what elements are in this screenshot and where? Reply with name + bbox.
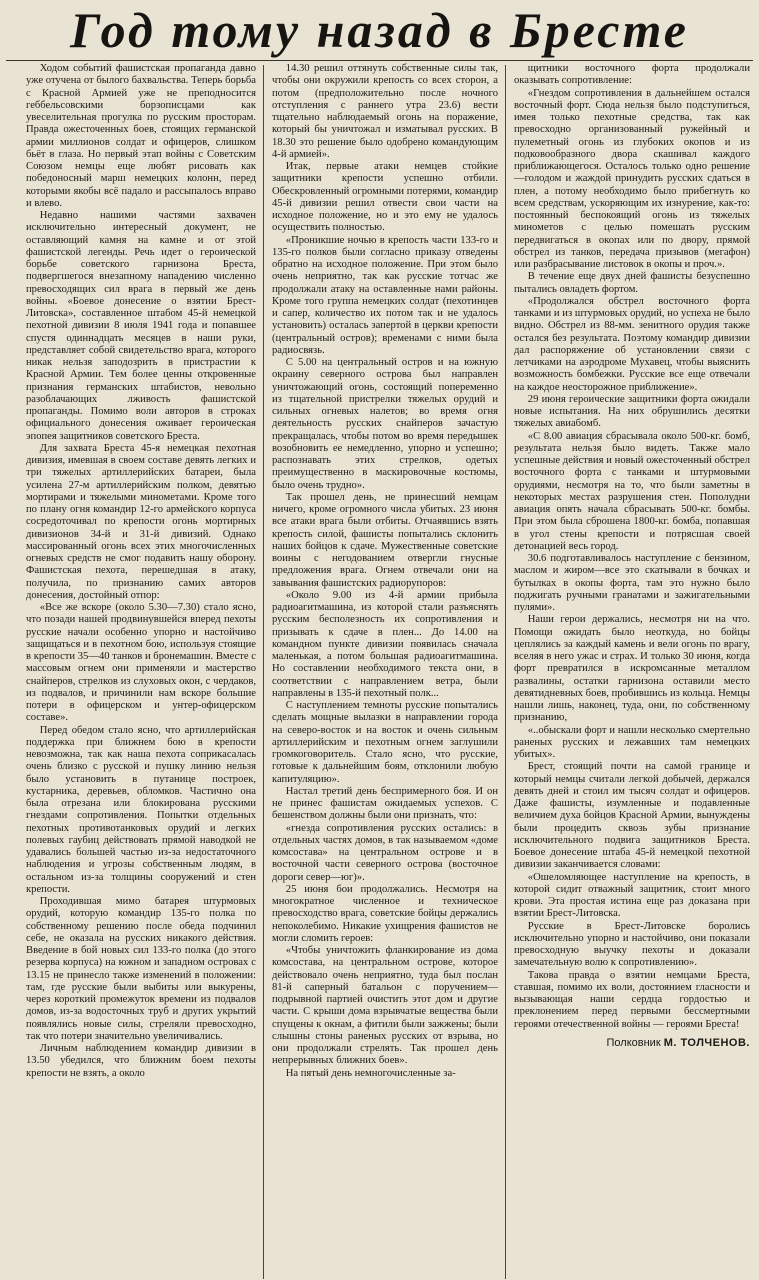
article-paragraph: «Ошеломляющее наступление на крепость, в которой сидит отважный защитник, стоит много крови. Эта простая истина еще раз доказана при взятии Брест-Литовска.	[514, 871, 750, 920]
article-paragraph: В течение еще двух дней фашисты безуспешно пытались овладеть фортом.	[514, 271, 750, 295]
article-paragraph: Брест, стоящий почти на самой границе и который немцы считали легкой добычей, держался девять дней и стоил им тысяч солдат и офицеров. Даже фашисты, изумленные и подавленные величием духа бойцов Красной Армии, вынуждены были процедить сквозь зубы признание исключительного подвига защитников Бреста. Боевое донесение штаба 45-й немецкой пехотной дивизии заканчивается словами:	[514, 761, 750, 871]
article-paragraph: «..обыскали форт и нашли несколько смертельно раненых русских и лежавших там немецких убитых».	[514, 724, 750, 760]
article-paragraph: На пятый день немногочисленные за-	[285, 1067, 456, 1079]
article-column-3-body	[514, 63, 750, 1031]
article-paragraph: Такова правда о взятии немцами Бреста, ставшая, помимо их воли, достоянием гласности и вызывающая наши сердца гордостью и преклонением перед первыми бессмертными героями отечественной войны — героями Бреста!	[514, 969, 750, 1030]
article-paragraph: «Около 9.00 из 4-й армии прибыла радиоагитмашина, из которой стали разъяснять русским бесполезность их сопротивления и призывать к сдаче в плен... До 14.00 на командном пункте дивизии появилась сначала маленькая, а потом большая радиоагитмашина. Но составлении необходимого текста они, в соответствии с направлением ветра, были направлены в 135-й пехотный полк...	[272, 589, 498, 699]
article-paragraph: Настал третий день беспримерного боя. И он не принес фашистам ожидаемых успехов. С бешенством должны были они признать, что:	[272, 785, 498, 822]
article-paragraph: Проходившая мимо батарея штурмовых орудий, которую командир 135-го полка по собственному решению после обеда подчинил себе, не оказала на русских никакого действия. Введение в бой новых сил 133-го полка (до этого резерва корпуса) на южном и западном островах с 13.15 не принесло также изменений в положении: там, где русские были выбиты или выкурены, через короткий промежуток времени из подвалов домов, из-за водосточных труб и других укрытий появлялись новые силы, стреляли превосходно, так что потери значительно увеличивались.	[26, 896, 256, 1042]
article-paragraph: 29 июня героические защитники форта ожидали новые испытания. На них обрушились десятки тяжелых авиабомб.	[514, 393, 750, 430]
article-headline: Год тому назад в Бресте	[6, 0, 753, 61]
article-paragraph: Так прошел день, не принесший немцам ничего, кроме огромного числа убитых. 23 июня все атаки врага были отбиты. Отчаявшись взять крепость силой, фашисты попытались склонить наших бойцов к сдаче. Мужественные советские воины с негодованием отвергли гнусные предложения врага. Огнем отвечали они на завывания фашистских радиорупоров:	[272, 491, 498, 589]
article-paragraph: Итак, первые атаки немцев стойкие защитники крепости успешно отбили. Обескровленный огромными потерями, командир 45-й дивизии решил отвести свои части на исходное положение, но и это ему не удалось осуществить полностью.	[272, 161, 498, 234]
article-paragraph: «гнезда сопротивления русских остались: в отдельных частях домов, в так называемом «доме комсостава» на центральном острове и в восточной части северного острова (восточное дороги север—юг)».	[272, 822, 498, 883]
author-rank: Полковник	[606, 1036, 661, 1049]
article-columns	[6, 63, 753, 1279]
article-paragraph: Ходом событий фашистская пропаганда давно уже отучена от былого бахвальства. Теперь борьба с Красной Армией уже не преподносится геббельсовскими борзописцами как увеселительная прогулка по русским просторам. Правда ожесточенных боев, стоящих германской армии миллионов солдат и офицеров, слишком бьёт в глаза. Но первый этап войны с Советским Союзом немцы еще любят рисовать как победоносный марш немецких колонн, перед которыми якобы всё падало и рассыпалось вправо и влево.	[26, 63, 256, 209]
article-paragraph: 25 июня бои продолжались. Несмотря на многократное численное и техническое превосходство врага, советские бойцы держались непоколебимо. Никакие ухищрения фашистов не могли сломить героев:	[272, 883, 498, 944]
article-column-1	[26, 63, 256, 1279]
author-name: М. ТОЛЧЕНОВ.	[663, 1036, 750, 1049]
article-paragraph: Недавно нашими частями захвачен исключительно интересный документ, не оставляющий камня на камне и от этой фашистской легенды. Речь идет о героической борьбе советского гарнизона Бреста, подвергшегося внезапному нападению численно превосходящих сил врага в первый же день войны. «Боевое донесение о взятии Брест-Литовска», составленное штабом 45-й немецкой пехотной дивизии 8 июля 1941 года и попавшее спустя одиннадцать месяцев в наши руки, представляет собой свидетельство врага, которого никак нельзя заподозрить в пристрастии к Красной Армии. Тем более ценны откровенные признания германских штабистов, невольно разоблачающих лживость фашистской пропаганды. Помимо воли авторов в строках официального донесения оживает героическая эпопея защитников советского Бреста.	[26, 210, 256, 442]
article-paragraph: «С 8.00 авиация сбрасывала около 500-кг. бомб, результата нельзя было видеть. Также мало успешные действия и новый ожесточенный обстрел восточного форта с танками и штурмовыми орудиями, несмотря на то, что были заметны в некоторых местах разрушения стен. Пополудни авиация опять начала сбрасывать 500-кг. бомбы. При этом была сброшена 1800-кг. бомба, попавшая в угол стены крепости и потрясшая своей детонацией весь город.	[514, 430, 750, 552]
column-divider	[505, 65, 506, 1279]
author-signature	[514, 1037, 750, 1049]
article-paragraph: 30.6 подготавливалось наступление с бензином, маслом и жиром—все это скатывали в бочках и бутылках в окопы форта, там это нужно было поджигать ручными гранатами и зажигательными пулями».	[514, 553, 750, 613]
article-paragraph: «Все же вскоре (около 5.30—7.30) стало ясно, что позади нашей продвинувшейся вперед пехоты русские начали особенно упорно и настойчиво защищаться и в пехотном бою, используя стоящие в крепости 35—40 танков и бронемашин. Вместе с массовым огнем они применяли и мастерство снайперов, стрелков из слуховых окон, с чердаков, из подвалов, и причинили нам вскоре большие потери в офицерском и унтер-офицерском составе».	[26, 602, 256, 724]
article-paragraph: Личным наблюдением командир дивизии в 13.50 убедился, что ближним боем пехоты крепости не взять, а около	[26, 1043, 256, 1079]
article-paragraph: 14.30 решил оттянуть собственные силы так, чтобы они окружили крепость со всех сторон, а потом (предположительно после ночного отступления с раннего утра 23.6) вести тщательно наблюдаемый огонь на поражение, который бы уничтожал и изматывал русских. В 18.30 это решение было одобрено командующим 4-й армией».	[272, 63, 498, 160]
article-paragraph: «Гнездом сопротивления в дальнейшем остался восточный форт. Сюда нельзя было подступиться, имея только пехотные средства, так как превосходно организованный ружейный и пулеметный огонь из глубоких окопов и из подковообразного двора скашивал каждого приближающегося. Осталось только одно решение—голодом и жаждой принудить русских сдаться в плен, а потому необходимо было прибегнуть ко всем средствам, ускоряющим их изнурение, как-то: постоянный беспокоящий огонь из тяжелых минометов с целью помешать русским передвигаться в окопах или по двору, прямой обстрел из танков, передача призывов (мегафон) или разбрасывание листовок в окопы и проч.».	[514, 87, 750, 270]
article-paragraph: С 5.00 на центральный остров и на южную окраину северного острова был направлен уничтожающий огонь, состоящий попеременно из тщательной пристрелки тяжелых орудий и сильных огневых налетов; во время огня деятельность русских снайперов зачастую прекращалась, чтобы потом во время передышек возобновить ее немедленно, упорно и успешно; распознавать этих стрелков, одетых преимущественно в маскировочные костюмы, было очень трудно».	[272, 357, 498, 491]
article-paragraph: Русские в Брест-Литовске боролись исключительно упорно и настойчиво, они показали превосходную выучку пехоты и доказали замечательную волю к сопротивлению».	[514, 920, 750, 969]
article-paragraph: «Продолжался обстрел восточного форта танками и из штурмовых орудий, но успеха не было видно. Обстрел из 88-мм. зенитного орудия также остался без результата. Поэтому командир дивизии дал распоряжение об установлении связи с летчиками на аэродроме Мухавец, чтобы выяснить возможность бомбежки. Русские все еще отвечали на каждое неосторожное приближение».	[514, 295, 750, 393]
column-divider	[263, 65, 264, 1279]
article-paragraph: Для захвата Бреста 45-я немецкая пехотная дивизия, имевшая в своем составе девять легких и три тяжелых артиллерийских батареи, была усилена 27-м артиллерийским полком, девятью мортирами и тяжелыми минометами. Кроме того по плану огня командир 12-го армейского корпуса сосредоточивал по крепости огонь мортирных дивизионов 34-й и 31-й дивизий. Однако массированный огонь всех этих многочисленных огневых средств не смог подавить нашу оборону. Фашистская пехота, перешедшая в атаку, получила, по признанию самих авторов донесения, достойный отпор:	[26, 442, 256, 601]
article-paragraph: С наступлением темноты русские попытались сделать мощные вылазки в направлении города на северо-восток и на восток и очень сильным артиллерийским и пехотным огнем заглушили громкоговоритель. Стало ясно, что русские, готовые к дальнейшим боям, отклонили любую капитуляцию».	[272, 700, 498, 785]
article-paragraph: щитники восточного форта продолжали оказывать сопротивление:	[514, 63, 750, 87]
article-column-2	[272, 63, 498, 1279]
article-paragraph: «Чтобы уничтожить фланкирование из дома комсостава, на центральном острове, которое действовало очень неприятно, туда был послан 81-й саперный батальон с поручением—подрывной партией очистить этот дом и другие части. С крыши дома взрывчатые вещества были спущены к окнам, а фитили были зажжены; были слышны стоны раненых русских от взрыва, но они продолжали стрелять. Так прошел день непрерывных ближних боев».	[272, 945, 498, 1067]
article-paragraph: Наши герои держались, несмотря ни на что. Помощи ожидать было неоткуда, но бойцы цеплялись за каждый камень и вели огонь по врагу, вселяя в него ужас и страх. И только 30 июня, когда форт превратился в искромсанные металлом развалины, остатки гарнизона оставили место девятидневных боев, пробившись из кольца. Немцы нашли лишь, наконец, туда, они, по собственному признанию,	[514, 614, 750, 724]
article-column-3	[514, 63, 750, 1279]
article-paragraph: «Проникшие ночью в крепость части 133-го и 135-го полков были согласно приказу отведены обратно на исходное положение. При этом было очень неприятно, так как русские тотчас же продолжали атаку на оставленные нами районы. Кроме того группа немецких солдат (пехотинцев и сапер, количество их потом так и не удалось установить) осталась запертой в церкви крепости (центральный остров); временами с ними была радиосвязь.	[272, 234, 498, 356]
article-paragraph: Перед обедом стало ясно, что артиллерийская поддержка при ближнем бою в крепости невозможна, так как наша пехота соприкасалась очень близко с русской и пушку линию нельзя было установить в путанице построек, кустарника, деревьев, обломков. Частично она была отрезана или блокирована русскими гнездами сопротивления. Попытки отдельных пехотных противотанковых орудий и легких полевых гаубиц действовать прямой наводкой не удавались большей частью из-за недостаточного наблюдения и угрозы собственным людям, в остальном из-за толщины сооружений и стен крепости.	[26, 724, 256, 895]
